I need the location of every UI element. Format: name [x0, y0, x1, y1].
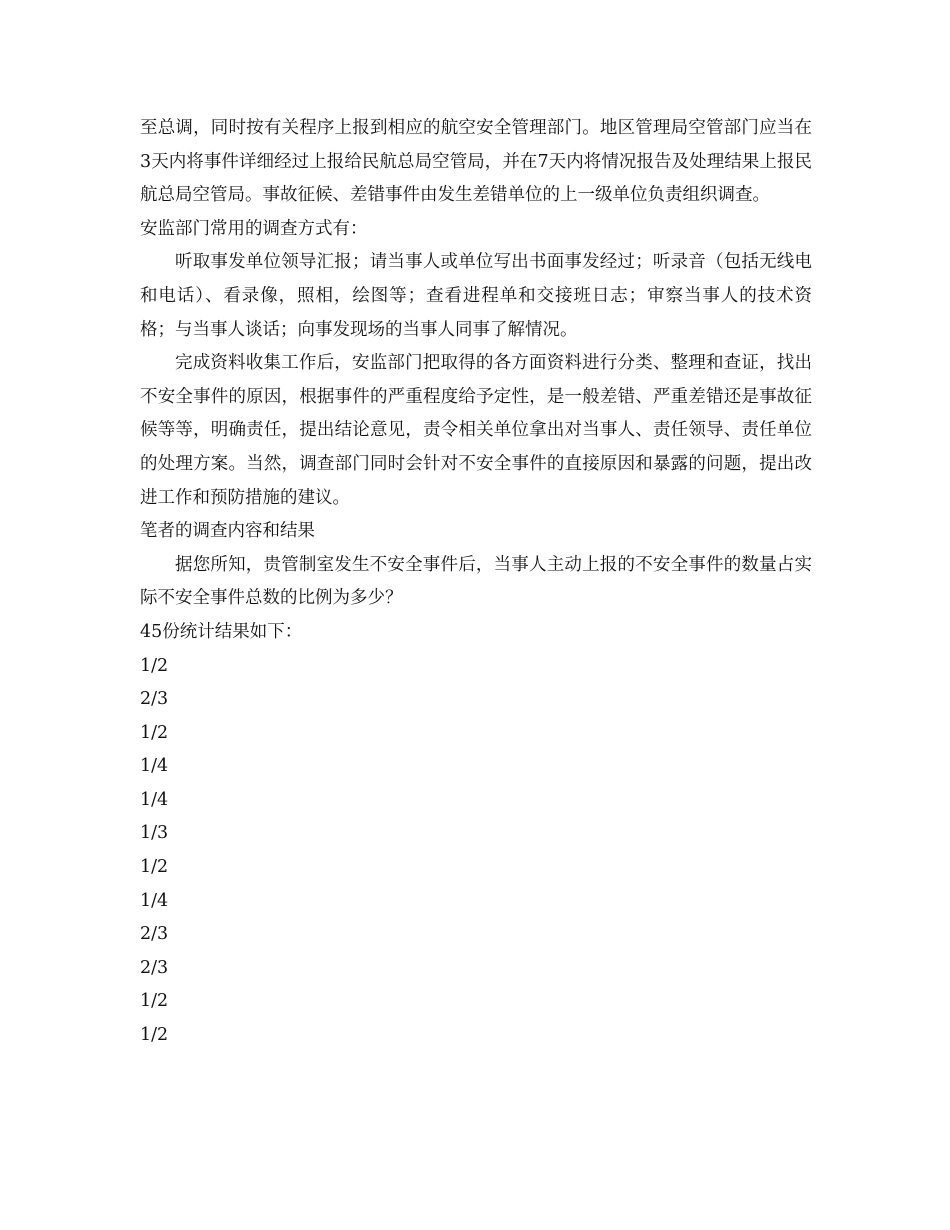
result-item: 2/3: [140, 924, 169, 945]
result-item: 1/2: [140, 655, 169, 676]
paragraph-survey-question: 据您所知，贵管制室发生不安全事件后，当事人主动上报的不安全事件的数量占实际不安全事件总数的比例为多少？: [140, 554, 812, 609]
heading-investigation-methods: 安监部门常用的调查方式有：: [140, 218, 368, 239]
result-item: 1/2: [140, 1025, 169, 1046]
document-body: [140, 112, 812, 650]
result-item: 1/4: [140, 756, 169, 777]
result-item: 1/2: [140, 857, 169, 878]
paragraph-analysis: 完成资料收集工作后，安监部门把取得的各方面资料进行分类、整理和查证，找出不安全事件的原因，根据事件的严重程度给予定性，是一般差错、严重差错还是事故征候等等，明确责任，提出结论意见，责令相关单位拿出对当事人、责任领导、责任单位的处理方案。当然，调查部门同时会针对不安全事件的直接原因和暴露的问题，提出改进工作和预防措施的建议。: [140, 353, 812, 508]
results-list: [140, 650, 812, 1053]
result-item: 1/2: [140, 722, 169, 743]
result-item: 2/3: [140, 689, 169, 710]
result-item: 1/2: [140, 991, 169, 1012]
result-item: 1/4: [140, 789, 169, 810]
result-item: 1/3: [140, 823, 169, 844]
document-page: [140, 112, 812, 1053]
paragraph-methods-list: 听取事发单位领导汇报；请当事人或单位写出书面事发经过；听录音（包括无线电和电话）、看录像，照相，绘图等；查看进程单和交接班日志；审察当事人的技术资格；与当事人谈话；向事发现场的当事人同事了解情况。: [140, 252, 812, 340]
paragraph-reporting: 至总调，同时按有关程序上报到相应的航空安全管理部门。地区管理局空管部门应当在3天内将事件详细经过上报给民航总局空管局，并在7天内将情况报告及处理结果上报民航总局空管局。事故征候、差错事件由发生差错单位的上一级单位负责组织调查。: [140, 118, 812, 206]
result-item: 2/3: [140, 957, 169, 978]
result-item: 1/4: [140, 890, 169, 911]
heading-author-survey: 笔者的调查内容和结果: [140, 521, 315, 542]
paragraph-results-intro: 45份统计结果如下：: [140, 621, 303, 642]
